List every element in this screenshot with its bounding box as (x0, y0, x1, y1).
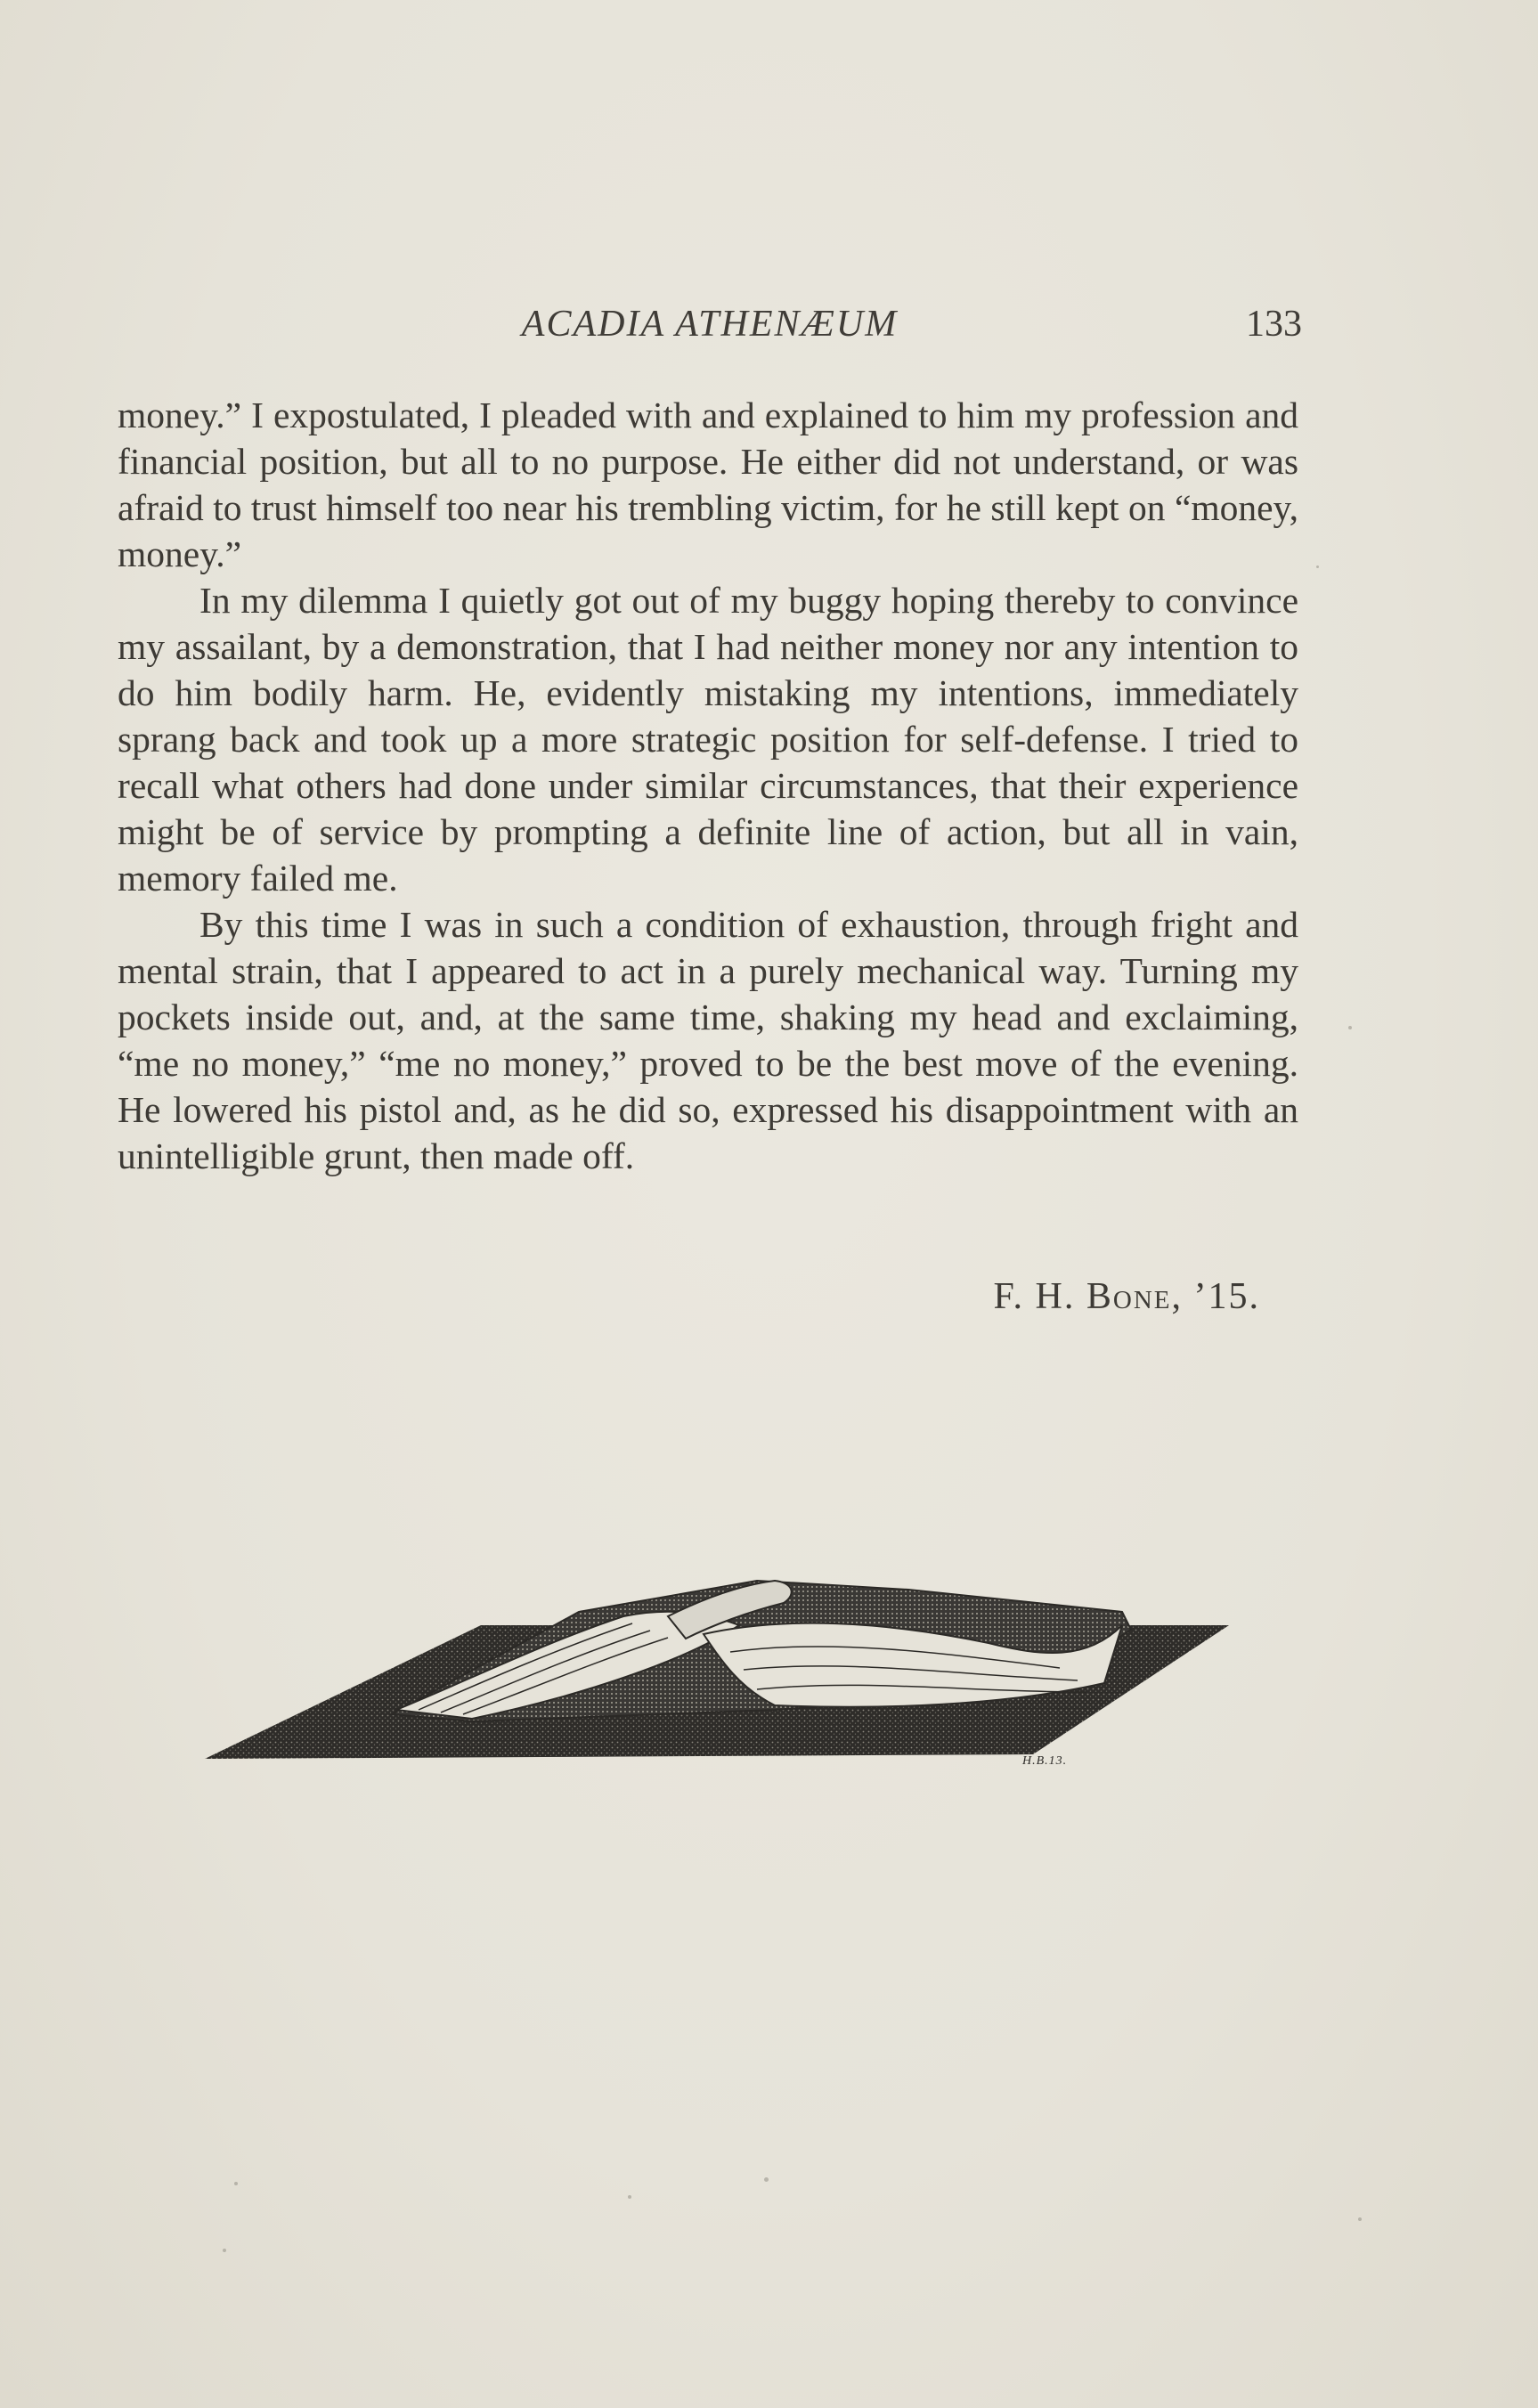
artist-mark: H.B.13. (1022, 1754, 1068, 1768)
running-head (118, 303, 1302, 356)
paper-speck (1348, 1026, 1352, 1029)
book-illustration (205, 1527, 1238, 1786)
paper-speck (1316, 565, 1319, 568)
paragraph-1: money.” I expostulated, I pleaded with and explained to him my profession and financial position, but all to no purpose. He either did not understand, or was afraid to trust himself too near his trembling victim, for he still kept on “money, money.” (118, 395, 1298, 574)
paper-speck (764, 2177, 769, 2182)
open-book-engraving (205, 1527, 1238, 1786)
author-signature (994, 1275, 1260, 1318)
author-initials: F. H. (993, 1276, 1076, 1317)
page-number: 133 (1246, 304, 1302, 345)
paper-speck (234, 2182, 238, 2185)
paragraph-3: By this time I was in such a condition of exhaustion, through fright and mental strain, that I appeared to act in a purely mechanical way. Turning my pockets inside out, and, at the same time, shaking my head and exclaiming, “me no money,” “me no money,” proved to be the best move of the evening. He lowered his pistol and, as he did so, expressed his disappointment with an unintelligible grunt, then made off. (118, 904, 1298, 1176)
paper-speck (628, 2195, 631, 2199)
author-surname: Bone (1086, 1276, 1172, 1317)
running-title: ACADIA ATHENÆUM (521, 304, 899, 345)
author-year: , ’15. (1171, 1276, 1260, 1317)
paper-speck (1358, 2217, 1362, 2221)
paper-speck (223, 2249, 226, 2252)
body-text (118, 392, 1298, 1179)
paragraph-2: In my dilemma I quietly got out of my buggy hoping thereby to convince my assailant, by a demonstration, that I had neither money nor any intention to do him bodily harm. He, evidently mistaking my intentions, immediately sprang back and took up a more strategic position for self-defense. I tried to recall what others had done under similar circumstances, that their experience might be of service by prompting a definite line of action, but all in vain, memory failed me. (118, 580, 1298, 899)
